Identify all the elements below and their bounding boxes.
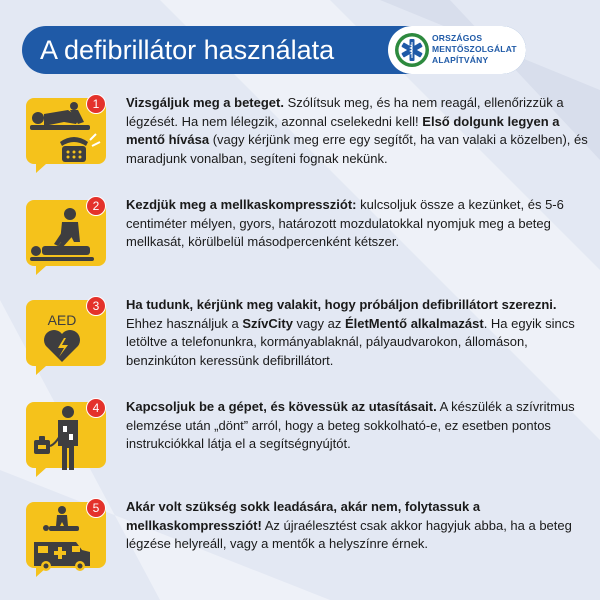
step-5-text: Akár volt szükség sokk leadására, akár nem, folytassuk a mellkaskompressziót! Az újraélesztést csak akkor hagyjuk abba, ha a beteg légzése helyreáll, vagy a mentők a helyszínre érnek. <box>126 499 572 551</box>
step-number-badge: 1 <box>86 94 106 114</box>
star-of-life-logo-icon <box>394 32 430 68</box>
step-number-badge: 4 <box>86 398 106 418</box>
step-4-text: Kapcsoljuk be a gépet, és kövessük az utasításait. A készülék a szívritmus elemzése után „dönt” arról, hogy a beteg sokkolható-e, ez esetben pontos instrukciókkal látja el a segítségnyújtót. <box>126 399 575 451</box>
svg-text:AED: AED <box>47 312 77 328</box>
step-1-text: Vizsgáljuk meg a beteget. Szólítsuk meg, és ha nem reagál, ellenőrizzük a légzését. Ha nem lélegzik, azonnal cselekedni kell! Első dolgunk legyen a mentő hívása (vagy kérjünk meg erre egy segítőt, ha van valaki a közelben), és maradjunk vonalban, segíteni fognak nekünk. <box>126 95 588 166</box>
step-2 <box>0 196 600 286</box>
step-number-badge: 3 <box>86 296 106 316</box>
step-3 <box>0 296 600 386</box>
step-1 <box>0 94 600 184</box>
organization-name: ORSZÁGOS MENTŐSZOLGÁLAT ALAPÍTVÁNY <box>432 33 517 65</box>
step-number-badge: 2 <box>86 196 106 216</box>
step-number-badge: 5 <box>86 498 106 518</box>
step-3-text: Ha tudunk, kérjünk meg valakit, hogy próbáljon defibrillátort szerezni. Ehhez használjuk a SzívCity vagy az ÉletMentő alkalmazást. Ha egyik sincs letöltve a telefonunkra, kormányablaknál, pályaudvarokon, állomáson, benzinkúton keressünk defibrillátort. <box>126 297 575 368</box>
step-4 <box>0 398 600 488</box>
step-2-text: Kezdjük meg a mellkaskompressziót: kulcsoljuk össze a kezünket, és 5-6 centiméter mélyen, gyors, határozott mozdulatokkal nyomjuk meg a beteg mellkasát, körülbelül másodpercenként kétszer. <box>126 197 564 249</box>
page-title: A defibrillátor használata <box>40 35 335 65</box>
step-5 <box>0 498 600 588</box>
